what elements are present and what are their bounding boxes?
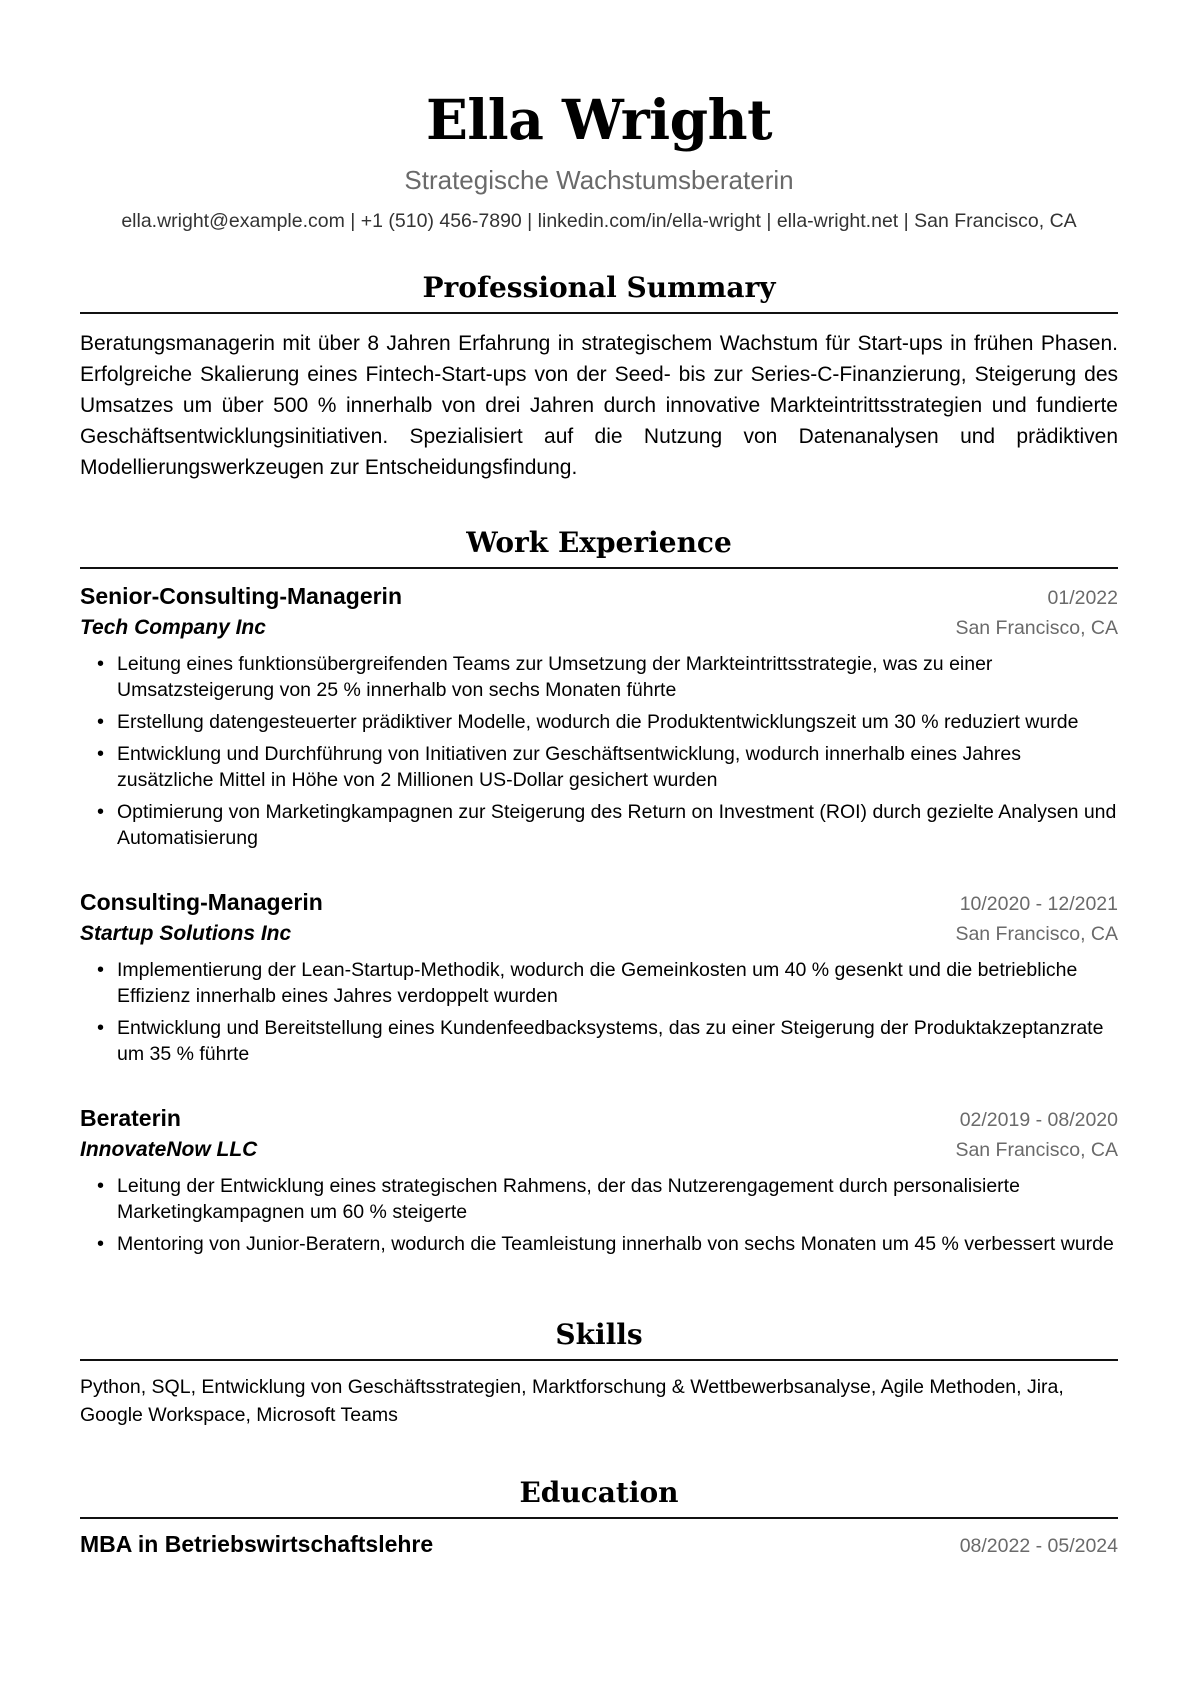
education-entry [80, 1529, 1118, 1561]
job-bullet: • Leitung der Entwicklung eines strategischen Rahmens, der das Nutzerengagement durch personalisierte Marketingkampagnen um 60 % steigerte [117, 1173, 1118, 1225]
skills-heading: Skills [555, 1318, 643, 1351]
job-bullet: • Erstellung datengesteuerter prädiktiver Modelle, wodurch die Produktentwicklungszeit um 30 % reduziert wurde [117, 709, 1118, 735]
job-bullet: • Entwicklung und Bereitstellung eines Kundenfeedbacksystems, das zu einer Steigerung der Produktakzeptanzrate um 35 % führte [117, 1015, 1118, 1067]
job-bullet: • Mentoring von Junior-Beratern, wodurch die Teamleistung innerhalb von sechs Monaten um 45 % verbessert wurde [117, 1231, 1118, 1257]
job-location: San Francisco, CA [955, 617, 1118, 639]
experience-heading: Work Experience [466, 526, 732, 559]
experience-section [80, 525, 1118, 1257]
job-bullet: • Implementierung der Lean-Startup-Methodik, wodurch die Gemeinkosten um 40 % gesenkt und die betriebliche Effizienz innerhalb eines Jahres verdoppelt wurden [117, 957, 1118, 1009]
resume-header [80, 0, 1118, 234]
summary-heading: Professional Summary [422, 271, 776, 304]
skills-section [80, 1317, 1118, 1429]
job-title: Consulting-Managerin [80, 889, 323, 915]
job-title: Senior-Consulting-Managerin [80, 583, 402, 609]
section-divider [80, 1359, 1118, 1361]
job-entry [80, 581, 1118, 851]
skills-text: Python, SQL, Entwicklung von Geschäftsstrategien, Marktforschung & Wettbewerbsanalyse, Agile Methoden, Jira, Google Workspace, Microsoft Teams [80, 1376, 1064, 1426]
education-heading: Education [519, 1476, 679, 1509]
job-entry [80, 887, 1118, 1067]
job-company: Startup Solutions Inc [80, 922, 292, 945]
candidate-title: Strategische Wachstumsberaterin [404, 165, 794, 195]
education-degree: MBA in Betriebswirtschaftslehre [80, 1531, 434, 1557]
contact-line: ella.wright@example.com | +1 (510) 456-7890 | linkedin.com/in/ella-wright | ella-wright.net | San Francisco, CA [121, 210, 1077, 232]
resume-page [80, 0, 1118, 1561]
job-company: Tech Company Inc [80, 616, 266, 639]
summary-text: Beratungsmanagerin mit über 8 Jahren Erfahrung in strategischem Wachstum für Start-ups in frühen Phasen. Erfolgreiche Skalierung eines Fintech-Start-ups von der Seed- bis zur Series-C-Finanzierung, Steigerung des Umsatzes um über 500 % innerhalb von drei Jahren durch innovative Markteintrittsstrategien und fundierte Geschäftsentwicklungsinitiativen. Spezialisiert auf die Nutzung von Datenanalysen und prädiktiven Modellierungswerkzeugen zur Entscheidungsfindung. [80, 332, 1118, 479]
section-divider [80, 1517, 1118, 1519]
job-company: InnovateNow LLC [80, 1138, 258, 1161]
job-bullets [80, 651, 1118, 851]
education-section [80, 1475, 1118, 1561]
job-bullets [80, 957, 1118, 1067]
candidate-name: Ella Wright [425, 87, 772, 152]
section-divider [80, 567, 1118, 569]
job-bullet: • Leitung eines funktionsübergreifenden Teams zur Umsetzung der Markteintrittsstrategie, was zu einer Umsatzsteigerung von 25 % innerhalb von sechs Monaten führte [117, 651, 1118, 703]
section-divider [80, 312, 1118, 314]
job-location: San Francisco, CA [955, 923, 1118, 945]
job-entry [80, 1103, 1118, 1257]
job-bullet: • Entwicklung und Durchführung von Initiativen zur Geschäftsentwicklung, wodurch innerhalb eines Jahres zusätzliche Mittel in Höhe von 2 Millionen US-Dollar gesichert wurden [117, 741, 1118, 793]
summary-section [80, 270, 1118, 483]
job-bullet: • Optimierung von Marketingkampagnen zur Steigerung des Return on Investment (ROI) durch gezielte Analysen und Automatisierung [117, 799, 1118, 851]
education-date: 08/2022 - 05/2024 [959, 1535, 1118, 1557]
job-title: Beraterin [80, 1105, 181, 1131]
job-date: 02/2019 - 08/2020 [959, 1109, 1118, 1131]
job-bullets [80, 1173, 1118, 1257]
job-location: San Francisco, CA [955, 1139, 1118, 1161]
job-date: 10/2020 - 12/2021 [959, 893, 1118, 915]
job-date: 01/2022 [1047, 587, 1118, 609]
